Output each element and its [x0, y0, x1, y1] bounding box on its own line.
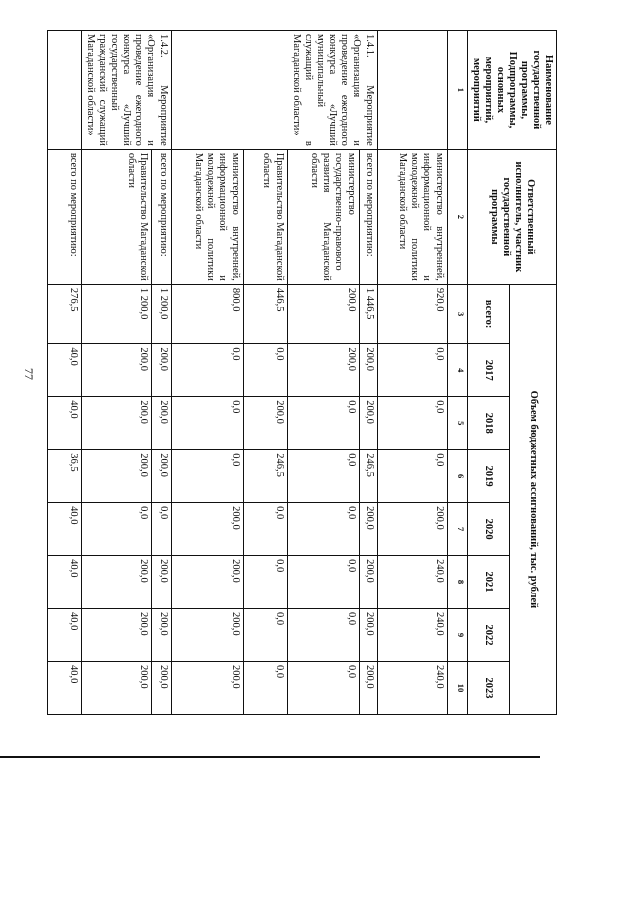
cell-value: 200,0 — [82, 556, 152, 609]
cell-value: 1 200,0 — [151, 284, 171, 343]
cell-value: 200,0 — [171, 661, 243, 714]
cell-value: 0,0 — [171, 397, 243, 450]
cell-value: 0,0 — [243, 609, 287, 662]
cell-value: 40,0 — [48, 344, 82, 397]
header-year: 2018 — [467, 397, 510, 450]
cell-value: 1 446,5 — [359, 284, 377, 343]
cell-value: 40,0 — [48, 661, 82, 714]
row-executor: министерство государственно-правового развития Магаданской области — [287, 149, 359, 284]
header-year: 2023 — [467, 661, 510, 714]
cell-value: 0,0 — [377, 397, 447, 450]
header-year: 2019 — [467, 450, 510, 503]
cell-value: 200,0 — [171, 609, 243, 662]
row-executor: всего по мероприятию: — [151, 149, 171, 284]
cell-value: 200,0 — [359, 344, 377, 397]
cell-value: 0,0 — [287, 609, 359, 662]
row-name: 1.4.1. Мероприятие «Организация и проведение ежегодного конкурса «Лучший муниципальный служащий в Магаданской области» — [171, 31, 377, 150]
page-number: 77 — [22, 368, 36, 380]
header-year: 2021 — [467, 556, 510, 609]
cell-value: 200,0 — [151, 661, 171, 714]
cell-value: 0,0 — [243, 556, 287, 609]
cell-value: 36,5 — [48, 450, 82, 503]
row-executor: всего по мероприятию: — [359, 149, 377, 284]
cell-value: 200,0 — [151, 609, 171, 662]
cell-value: 0,0 — [171, 450, 243, 503]
column-index: 10 — [447, 661, 467, 714]
cell-value: 200,0 — [82, 609, 152, 662]
row-name — [377, 31, 447, 150]
cell-value: 40,0 — [48, 556, 82, 609]
row-executor: Правительство Магаданской области — [82, 149, 152, 284]
header-executor: Ответственный исполнитель, участник государственной программы — [467, 149, 556, 284]
cell-value: 0,0 — [287, 503, 359, 556]
cell-value: 0,0 — [171, 344, 243, 397]
header-year: 2020 — [467, 503, 510, 556]
cell-value: 200,0 — [359, 397, 377, 450]
cell-value: 200,0 — [82, 661, 152, 714]
table-row — [48, 31, 82, 715]
column-index: 8 — [447, 556, 467, 609]
cell-value: 0,0 — [287, 661, 359, 714]
table-row — [151, 31, 171, 715]
row-name — [48, 31, 82, 150]
table-row — [359, 31, 377, 715]
cell-value: 0,0 — [82, 503, 152, 556]
cell-value: 240,0 — [377, 556, 447, 609]
cell-value: 200,0 — [359, 556, 377, 609]
row-executor: министерство внутренней, информационной и молодежной политики Магаданской области — [171, 149, 243, 284]
cell-value: 200,0 — [287, 344, 359, 397]
cell-value: 40,0 — [48, 503, 82, 556]
cell-value: 276,5 — [48, 284, 82, 343]
cell-value: 200,0 — [243, 397, 287, 450]
column-index: 7 — [447, 503, 467, 556]
header-year: 2022 — [467, 609, 510, 662]
cell-value: 0,0 — [377, 344, 447, 397]
header-name: Наименование государственной программы, Подпрограммы, основных мероприятий, мероприятий — [467, 31, 556, 150]
table-row — [377, 31, 447, 715]
row-executor: всего по мероприятию: — [48, 149, 82, 284]
cell-value: 0,0 — [243, 503, 287, 556]
column-index: 2 — [447, 149, 467, 284]
row-executor: министерство внутренней, информационной и молодежной политики Магаданской области — [377, 149, 447, 284]
cell-value: 800,0 — [171, 284, 243, 343]
cell-value: 200,0 — [171, 503, 243, 556]
row-executor: Правительство Магаданской области — [243, 149, 287, 284]
cell-value: 40,0 — [48, 397, 82, 450]
cell-value: 200,0 — [287, 284, 359, 343]
cell-value: 200,0 — [359, 609, 377, 662]
cell-value: 200,0 — [82, 397, 152, 450]
cell-value: 240,0 — [377, 661, 447, 714]
header-year: 2017 — [467, 344, 510, 397]
column-index: 3 — [447, 284, 467, 343]
header-year: всего: — [467, 284, 510, 343]
row-name: 1.4.2. Мероприятие «Организация и проведение ежегодного конкурса «Лучший государственный гражданский служащий Магаданской области» — [82, 31, 171, 150]
cell-value: 246,5 — [359, 450, 377, 503]
cell-value: 200,0 — [82, 344, 152, 397]
cell-value: 200,0 — [151, 344, 171, 397]
cell-value: 446,5 — [243, 284, 287, 343]
column-index: 9 — [447, 609, 467, 662]
cell-value: 200,0 — [151, 450, 171, 503]
cell-value: 200,0 — [82, 450, 152, 503]
rotated-table-wrapper — [68, 30, 557, 715]
cell-value: 1 200,0 — [82, 284, 152, 343]
scan-edge-line — [0, 756, 540, 758]
column-index: 6 — [447, 450, 467, 503]
cell-value: 200,0 — [359, 503, 377, 556]
column-index: 5 — [447, 397, 467, 450]
cell-value: 200,0 — [171, 556, 243, 609]
cell-value: 0,0 — [243, 661, 287, 714]
cell-value: 240,0 — [377, 609, 447, 662]
cell-value: 0,0 — [287, 397, 359, 450]
column-index: 4 — [447, 344, 467, 397]
cell-value: 200,0 — [359, 661, 377, 714]
cell-value: 200,0 — [377, 503, 447, 556]
cell-value: 246,5 — [243, 450, 287, 503]
cell-value: 40,0 — [48, 609, 82, 662]
budget-table — [47, 30, 557, 715]
cell-value: 0,0 — [243, 344, 287, 397]
cell-value: 0,0 — [151, 503, 171, 556]
header-budget: Объем бюджетных ассигнований, тыс. рублей — [510, 284, 557, 714]
cell-value: 0,0 — [287, 556, 359, 609]
cell-value: 0,0 — [287, 450, 359, 503]
column-index: 1 — [447, 31, 467, 150]
cell-value: 200,0 — [151, 556, 171, 609]
cell-value: 200,0 — [151, 397, 171, 450]
cell-value: 0,0 — [377, 450, 447, 503]
cell-value: 920,0 — [377, 284, 447, 343]
